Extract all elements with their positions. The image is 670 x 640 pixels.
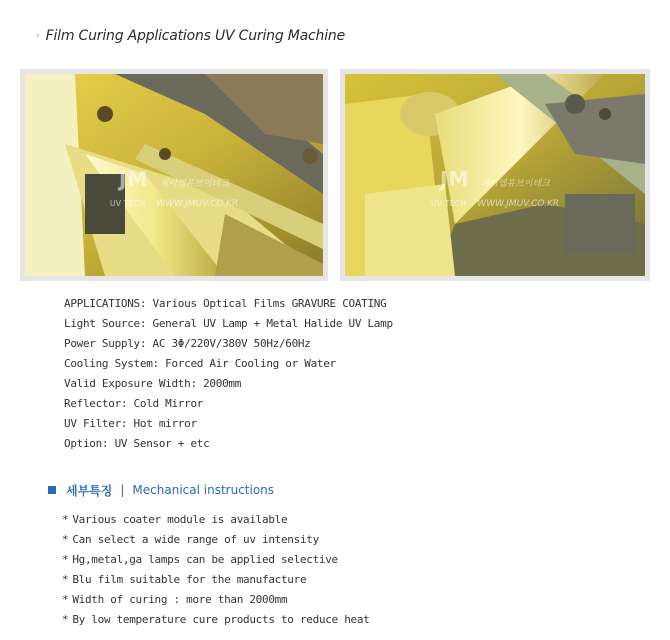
page-title: Film Curing Applications UV Curing Machine bbox=[45, 28, 345, 44]
section-separator: | bbox=[120, 483, 125, 497]
asterisk-icon: * bbox=[62, 513, 69, 526]
spec-list bbox=[64, 294, 393, 454]
spec-item: Light Source: General UV Lamp + Metal Halide UV Lamp bbox=[64, 317, 393, 330]
spec-item: Option: UV Sensor + etc bbox=[64, 437, 210, 450]
spec-item: UV Filter: Hot mirror bbox=[64, 417, 197, 430]
spec-item: Cooling System: Forced Air Cooling or Water bbox=[64, 357, 336, 370]
spec-item: Valid Exposure Width: 2000mm bbox=[64, 377, 242, 390]
square-bullet-icon bbox=[48, 486, 56, 494]
list-item: * Various coater module is available bbox=[62, 513, 288, 526]
section-title-english: Mechanical instructions bbox=[132, 483, 275, 497]
machine-photo-1 bbox=[20, 69, 328, 281]
asterisk-icon: * bbox=[62, 593, 69, 606]
watermark: JM 제이엠유브이테크 UV TECH WWW.JMUV.CO.KR bbox=[430, 166, 560, 209]
page-title-row bbox=[36, 26, 345, 46]
watermark: JM 제이엠유브이테크 UV TECH WWW.JMUV.CO.KR bbox=[109, 166, 239, 209]
asterisk-icon: * bbox=[62, 573, 69, 586]
spec-item: Reflector: Cold Mirror bbox=[64, 397, 204, 410]
asterisk-icon: * bbox=[62, 553, 69, 566]
section-heading bbox=[48, 481, 274, 499]
title-bullet-icon: › bbox=[36, 31, 40, 41]
machine-photo-2 bbox=[340, 69, 650, 281]
list-item: * Hg,metal,ga lamps can be applied selective bbox=[62, 553, 338, 566]
list-item: * Blu film suitable for the manufacture bbox=[62, 573, 307, 586]
machine-photo-1-image bbox=[25, 74, 323, 276]
spec-item: Power Supply: AC 3Φ/220V/380V 50Hz/60Hz bbox=[64, 337, 311, 350]
mechanical-list bbox=[62, 510, 370, 630]
list-item: * Width of curing : more than 2000mm bbox=[62, 593, 288, 606]
asterisk-icon: * bbox=[62, 613, 69, 626]
list-item: * By low temperature cure products to reduce heat bbox=[62, 613, 370, 626]
list-item: * Can select a wide range of uv intensity bbox=[62, 533, 319, 546]
machine-photo-2-image bbox=[345, 74, 645, 276]
asterisk-icon: * bbox=[62, 533, 69, 546]
section-title-korean: 세부특징 bbox=[66, 483, 113, 498]
spec-item: APPLICATIONS: Various Optical Films GRAVURE COATING bbox=[64, 297, 387, 310]
